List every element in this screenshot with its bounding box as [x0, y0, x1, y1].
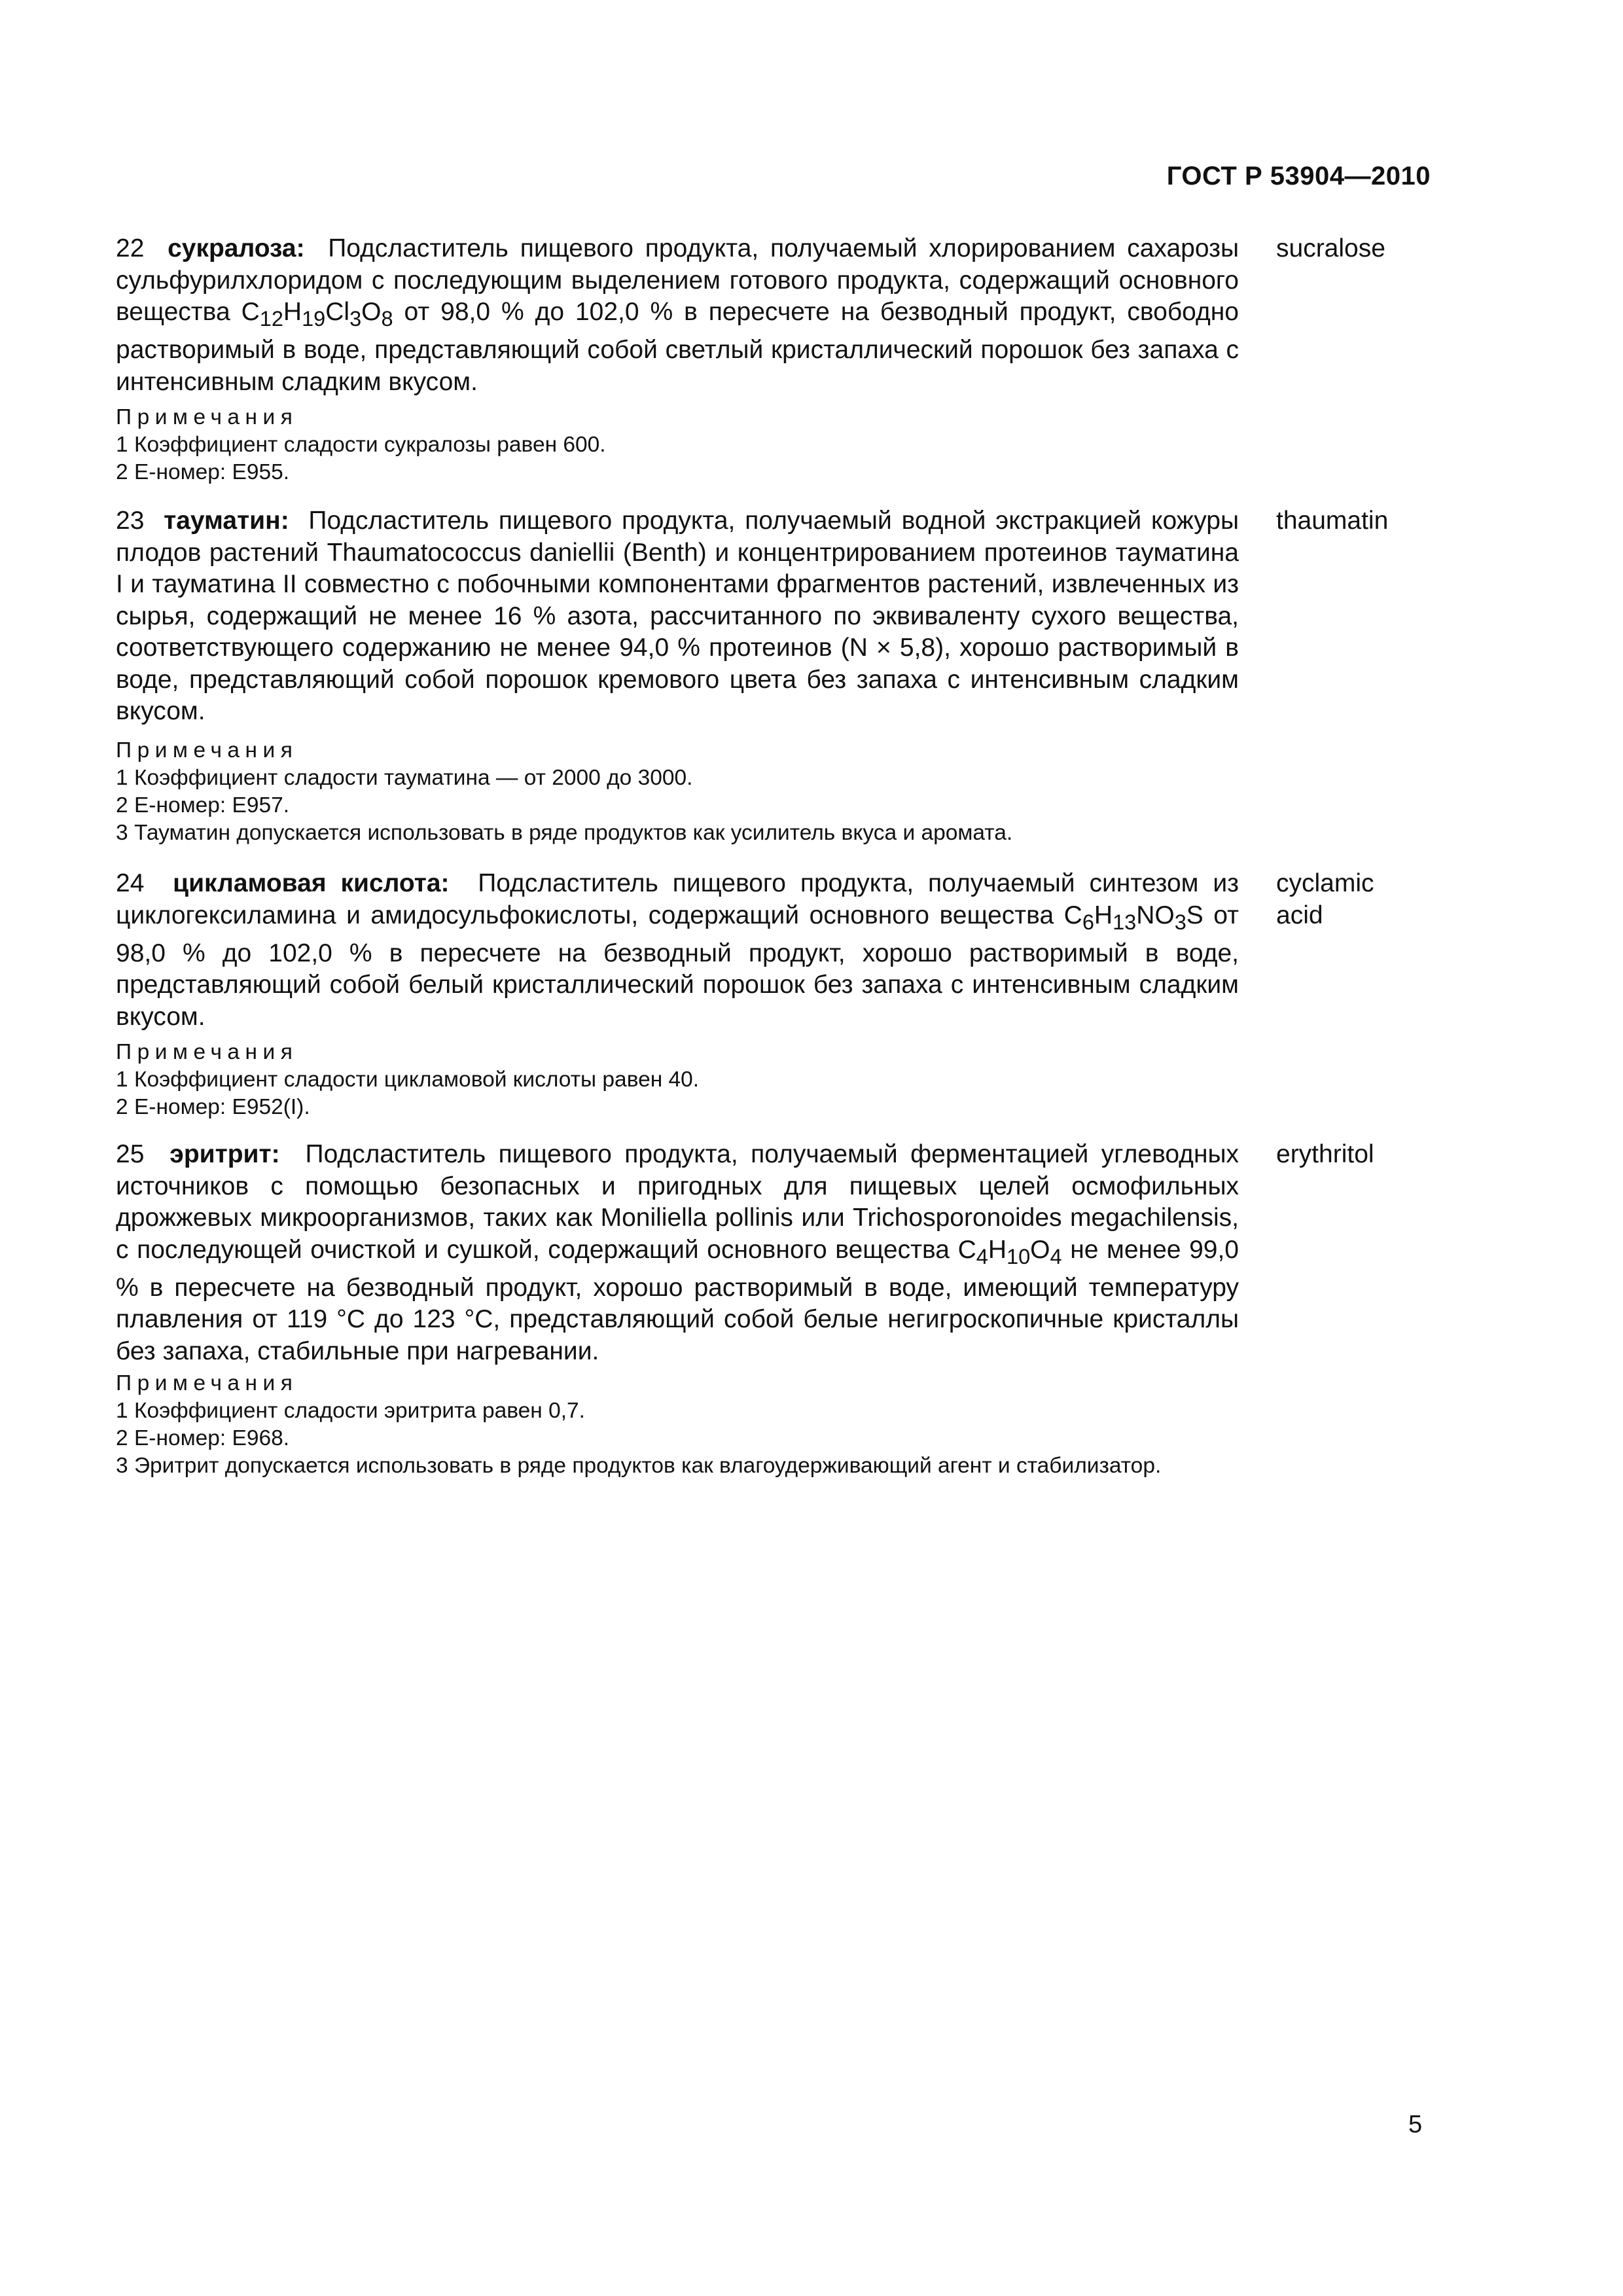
document-number-header: ГОСТ Р 53904—2010 [1166, 162, 1431, 190]
notes-title: Примечания [116, 405, 298, 429]
note-item: 3 Тауматин допускается использовать в ряде продуктов как усилитель вкуса и аромата. [116, 821, 1013, 845]
term-number: 22 [116, 234, 145, 262]
term-definition [116, 1139, 1239, 1367]
term-definition [116, 233, 1239, 398]
notes-title: Примечания [116, 738, 298, 762]
note-item: 1 Коэффициент сладости сукралозы равен 600. [116, 433, 606, 457]
notes-block [116, 1039, 1239, 1121]
english-equivalent: cyclamic acid [1276, 869, 1374, 929]
note-item: 1 Коэффициент сладости цикламовой кислоты равен 40. [116, 1067, 700, 1092]
note-item: 2 Е-номер: Е955. [116, 460, 290, 484]
term-definition [116, 868, 1239, 1033]
note-item: 2 Е-номер: Е952(I). [116, 1095, 310, 1119]
english-equivalent: sucralose [1276, 234, 1385, 262]
term-number: 23 [116, 507, 145, 535]
english-equivalent: erythritol [1276, 1140, 1374, 1168]
term-number: 24 [116, 869, 145, 897]
english-equivalent: thaumatin [1276, 507, 1389, 535]
term-definition-text: Подсластитель пищевого продукта, получаемый хлорированием сахарозы сульфурилхлоридом с последующим выделением готового продукта, содержащий основного вещества $C_{12}H_{19}Cl_3O_8$ от 98,0 % до 102,0 % в пересчете на безводный продукт, свободно растворимый в воде, представляющий собой светлый кристаллический порошок без запаха с интенсивным сладким вкусом. [116, 234, 1240, 396]
note-item: 1 Коэффициент сладости тауматина — от 2000 до 3000. [116, 766, 693, 790]
term-name: эритрит: [169, 1140, 280, 1168]
note-item: 2 Е-номер: Е957. [116, 793, 290, 817]
notes-block [116, 1370, 1239, 1480]
term-name: тауматин: [164, 507, 289, 535]
notes-block [116, 737, 1239, 847]
term-name: цикламовая кислота: [173, 869, 450, 897]
notes-block [116, 404, 1239, 486]
term-name: сукралоза: [168, 234, 305, 262]
note-item: 3 Эритрит допускается использовать в ряде продуктов как влагоудерживающий агент и стабилизатор. [116, 1454, 1162, 1478]
notes-title: Примечания [116, 1371, 298, 1395]
term-definition-text: Подсластитель пищевого продукта, получаемый синтезом из циклогексиламина и амидосульфокислоты, содержащий основного вещества $C_6H_{13}NO_3S$ от 98,0 % до 102,0 % в пересчете на безводный продукт, хорошо растворимый в воде, представляющий собой белый кристаллический порошок без запаха с интенсивным сладким вкусом. [116, 869, 1240, 1031]
term-number: 25 [116, 1140, 145, 1168]
term-definition [116, 505, 1239, 728]
page-number: 5 [1408, 2111, 1423, 2138]
term-definition-text: Подсластитель пищевого продукта, получаемый водной экстракцией кожуры плодов растений Thaumatococcus daniellii (Benth) и концентрированием протеинов тауматина I и тауматина II совместно с побочными компонентами фрагментов растений, извлеченных из сырья, содержащий не менее 16 % азота, рассчитанного по эквиваленту сухого вещества, соответствующего содержанию не менее 94,0 % протеинов (N × 5,8), хорошо растворимый в воде, представляющий собой порошок кремового цвета без запаха с интенсивным сладким вкусом. [116, 507, 1240, 725]
term-definition-text: Подсластитель пищевого продукта, получаемый ферментацией углеводных источников с помощью безопасных и пригодных для пищевых целей осмофильных дрожжевых микроорганизмов, таких как Moniliella pollinis или Trichosporonoides megachilensis, с последующей очисткой и сушкой, содержащий основного вещества $C_4H_{10}O_4$ не менее 99,0 % в пересчете на безводный продукт, хорошо растворимый в воде, имеющий температуру плавления от 119 °С до 123 °С, представляющий собой белые негигроскопичные кристаллы без запаха, стабильные при нагревании. [116, 1140, 1240, 1365]
note-item: 1 Коэффициент сладости эритрита равен 0,7. [116, 1399, 585, 1423]
note-item: 2 Е-номер: Е968. [116, 1426, 290, 1450]
notes-title: Примечания [116, 1040, 298, 1064]
